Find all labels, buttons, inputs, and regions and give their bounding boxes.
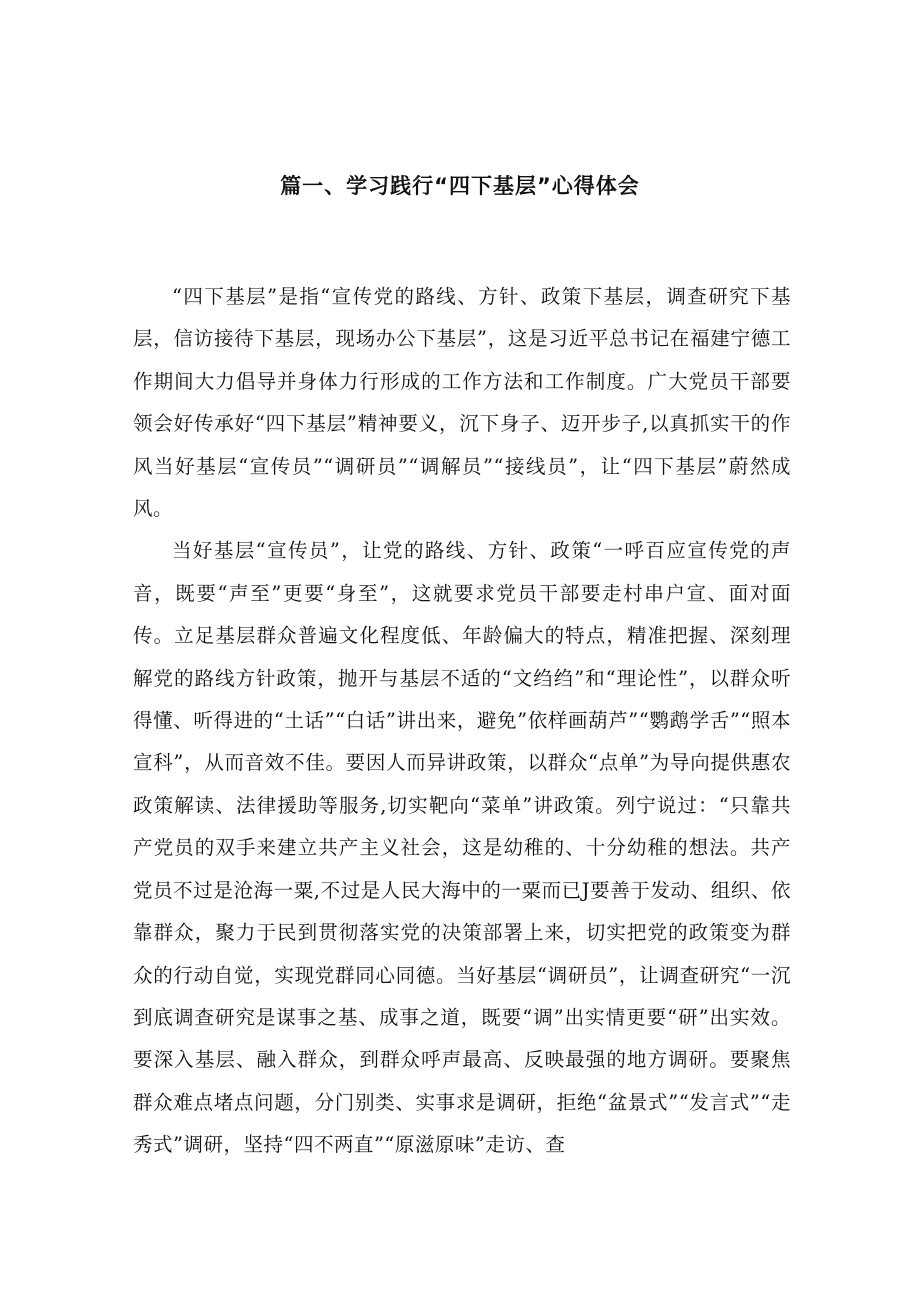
paragraph-2: 当好基层“宣传员”，让党的路线、方针、政策“一呼百应宣传党的声音，既要“声至”更要“身至”，这就要求党员干部要走村串户宣、面对面传。立足基层群众普遍文化程度低、年龄偏大的特点，精准把握、深刻理解党的路线方针政策，抛开与基层不适的“文绉绉”和“理论性”，以群众听得懂、听得进的“土话”“白话”讲出来，避免”依样画葫芦”“鹦鹉学舌”“照本宣科”，从而音效不佳。要因人而异讲政策，以群众“点单”为导向提供惠农政策解读、法律援助等服务,切实靶向“菜单”讲政策。列宁说过：“只靠共产党员的双手来建立共产主义社会，这是幼稚的、十分幼稚的想法。共产党员不过是沧海一粟,不过是人民大海中的一粟而已J要善于发动、组织、依靠群众，聚力于民到贯彻落实党的决策部署上来，切实把党的政策变为群众的行动自觉，实现党群同心同德。当好基层“调研员”，让调查研究“一沉到底调查研究是谋事之基、成事之道，既要“调”出实情更要“研”出实效。要深入基层、融入群众，到群众呼声最高、反映最强的地方调研。要聚焦群众难点堵点问题，分门别类、实事求是调研，拒绝“盆景式”“发言式”“走秀式”调研，坚持“四不两直”“原滋原味”走访、查: [133, 539, 791, 1157]
paragraph-1: “四下基层”是指“宣传党的路线、方针、政策下基层，调查研究下基层，信访接待下基层，现场办公下基层”，这是习近平总书记在福建宁德工作期间大力倡导并身体力行形成的工作方法和工作制度。广大党员干部要领会好传承好“四下基层”精神要义，沉下身子、迈开步子,以真抓实干的作风当好基层“宣传员”“调研员”“调解员”“接线员”，让“四下基层”蔚然成风。: [133, 285, 791, 521]
document-body: [133, 276, 791, 1167]
document-title: 篇一、学习践行“四下基层”心得体会: [280, 174, 640, 198]
